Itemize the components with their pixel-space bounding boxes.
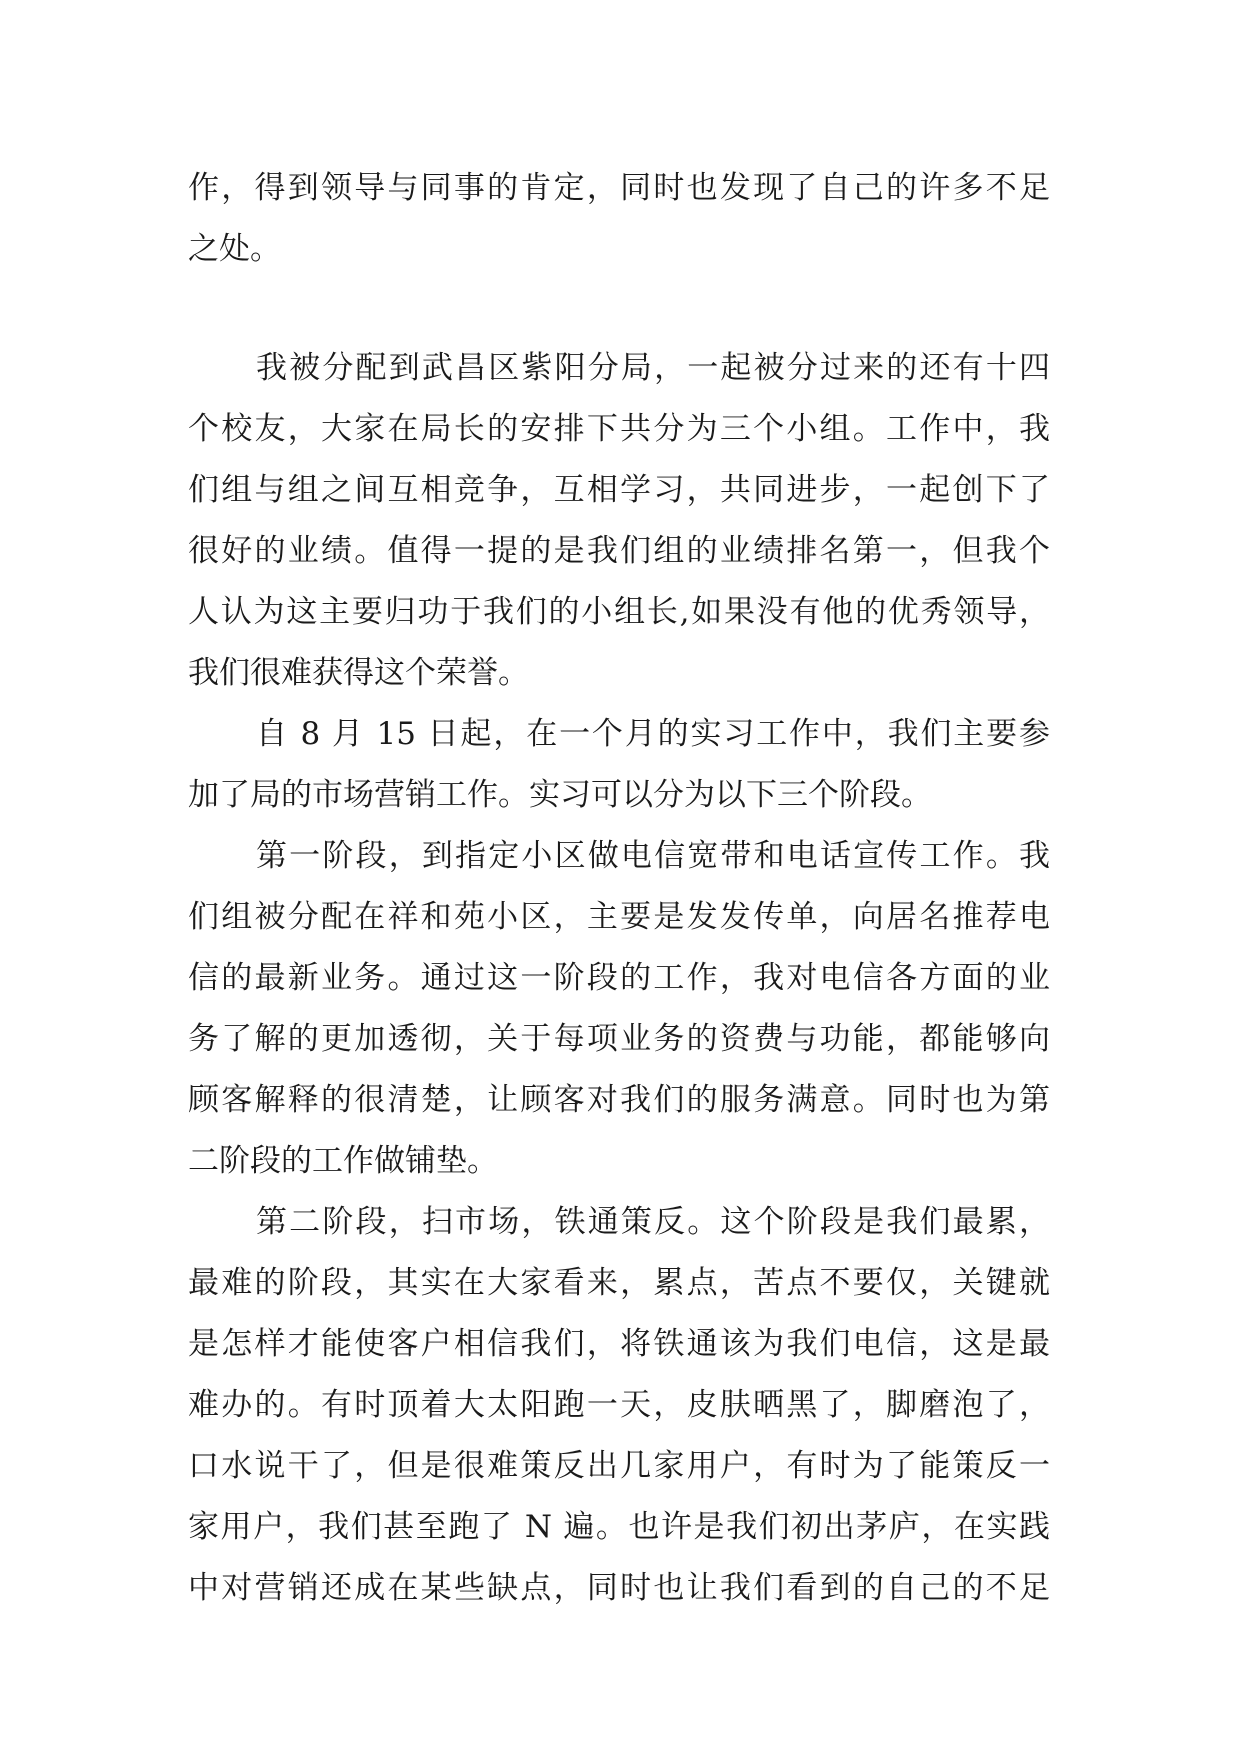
text-line: 人认为这主要归功于我们的小组长,如果没有他的优秀领导， [188,594,1050,630]
text-line: 第一阶段，到指定小区做电信宽带和电话宣传工作。我 [256,838,1050,874]
text-line: 最难的阶段，其实在大家看来，累点，苦点不要仅，关键就 [188,1265,1050,1301]
paragraph-0 [188,158,1050,280]
text-line: 我们很难获得这个荣誉。 [188,655,529,691]
text-line: 我被分配到武昌区紫阳分局，一起被分过来的还有十四 [256,350,1050,386]
text-line: 家用户，我们甚至跑了 N 遍。也许是我们初出茅庐，在实践 [188,1509,1050,1545]
text-line: 务了解的更加透彻，关于每项业务的资费与功能，都能够向 [188,1021,1050,1057]
text-line: 口水说干了，但是很难策反出几家用户，有时为了能策反一 [188,1448,1050,1484]
text-line: 信的最新业务。通过这一阶段的工作，我对电信各方面的业 [188,960,1050,996]
text-line: 们组与组之间互相竞争，互相学习，共同进步，一起创下了 [188,472,1050,508]
text-line: 们组被分配在祥和苑小区，主要是发发传单，向居名推荐电 [188,899,1050,935]
text-line: 很好的业绩。值得一提的是我们组的业绩排名第一，但我个 [188,533,1050,569]
paragraph-1 [188,338,1050,704]
document-body [188,158,1050,1619]
text-line: 难办的。有时顶着大太阳跑一天，皮肤晒黑了，脚磨泡了， [188,1387,1050,1423]
text-line: 加了局的市场营销工作。实习可以分为以下三个阶段。 [188,777,932,813]
text-line: 是怎样才能使客户相信我们，将铁通该为我们电信，这是最 [188,1326,1050,1362]
paragraph-3 [188,826,1050,1192]
paragraph-4 [188,1192,1050,1619]
text-line: 第二阶段，扫市场，铁通策反。这个阶段是我们最累， [256,1204,1050,1240]
paragraph-2 [188,704,1050,826]
text-line: 二阶段的工作做铺垫。 [188,1143,498,1179]
text-line: 之处。 [188,231,281,267]
text-line: 顾客解释的很清楚，让顾客对我们的服务满意。同时也为第 [188,1082,1050,1118]
paragraph-gap [188,280,1050,338]
text-line: 作，得到领导与同事的肯定，同时也发现了自己的许多不足 [188,170,1050,206]
text-line: 自 8 月 15 日起，在一个月的实习工作中，我们主要参 [256,716,1050,752]
text-line: 个校友，大家在局长的安排下共分为三个小组。工作中，我 [188,411,1050,447]
text-line: 中对营销还成在某些缺点，同时也让我们看到的自己的不足 [188,1570,1050,1606]
